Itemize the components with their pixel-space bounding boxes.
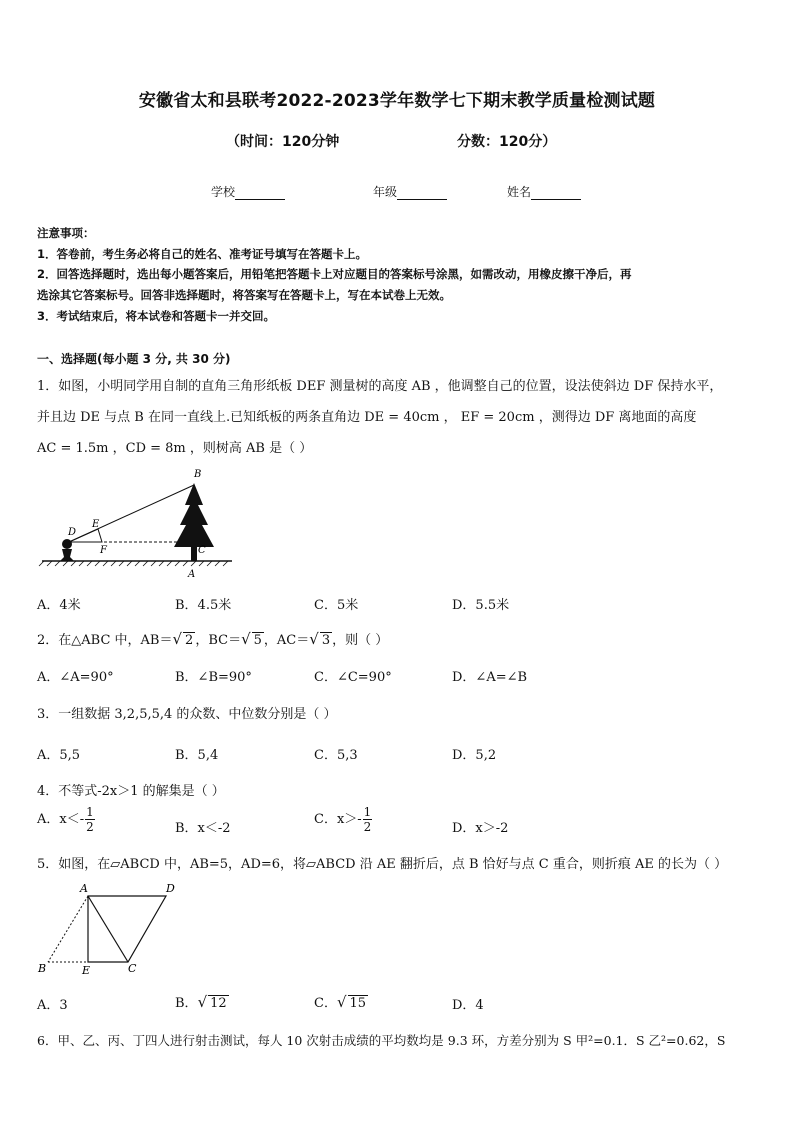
q1-line-1: 1．如图，小明同学用自制的直角三角形纸板 DEF 测量树的高度 AB ，他调整自己的位置，设法使斜边 DF 保持水平，: [37, 379, 723, 394]
q1-tree: [174, 483, 214, 561]
q2-ab-value: 2: [185, 633, 194, 648]
q2-stem-part-c: ，AC＝: [263, 633, 310, 648]
q4-option-c-numerator: 1: [363, 805, 372, 819]
notice-item-2a: 2．回答选择题时，选出每小题答案后，用铅笔把答题卡上对应题目的答案标号涂黑，如需改动，用橡皮擦干净后，再: [37, 267, 632, 281]
q5-figure: [36, 878, 186, 978]
q1-option-c[interactable]: C．5米: [314, 598, 359, 613]
q5-option-b-prefix: B．: [175, 996, 198, 1011]
q1-line-2: 并且边 DE 与点 B 在同一直线上.已知纸板的两条直角边 DE = 40cm ， EF = 20cm ，测得边 DF 离地面的高度: [37, 410, 697, 425]
q1-label-a: A: [188, 569, 196, 580]
q5-option-a[interactable]: A．3: [37, 998, 68, 1013]
q5-option-c[interactable]: [314, 992, 368, 1011]
q1-line-3: AC = 1.5m ，CD = 8m ，则树高 AB 是（ ）: [37, 441, 313, 456]
q5-label-d: D: [166, 882, 175, 895]
q5-option-d[interactable]: D．4: [452, 998, 484, 1013]
exam-time: （时间：120分钟: [226, 134, 340, 150]
name-field: [507, 183, 581, 200]
q4-option-a-prefix: A．x＜-: [37, 812, 85, 827]
q1-option-a[interactable]: A．4米: [37, 598, 81, 613]
q5-line-ac: [88, 896, 128, 962]
school-field: [211, 183, 285, 200]
q4-stem: 4．不等式-2x＞1 的解集是（ ）: [37, 784, 225, 799]
q4-option-a-fraction: [85, 805, 95, 834]
notice-heading: 注意事项：: [37, 226, 95, 240]
q3-option-c[interactable]: C．5,3: [314, 748, 358, 763]
q1-figure: [36, 465, 236, 583]
q3-option-b[interactable]: B．5,4: [175, 748, 219, 763]
q5-option-b[interactable]: [175, 992, 229, 1011]
name-blank[interactable]: [531, 187, 581, 200]
grade-blank[interactable]: [397, 187, 447, 200]
name-label: 姓名: [507, 185, 532, 199]
q4-option-a-denominator: 2: [86, 820, 94, 834]
q2-option-c[interactable]: C．∠C=90°: [314, 670, 392, 685]
q2-ac-value: 3: [321, 633, 331, 648]
notice-item-1: 1．答卷前，考生务必将自己的姓名、准考证号填写在答题卡上。: [37, 247, 367, 261]
q5-shape-aecd: [88, 896, 166, 962]
q5-option-c-value: 15: [349, 996, 367, 1011]
q2-option-b[interactable]: B．∠B=90°: [175, 670, 252, 685]
q5-label-b: B: [38, 962, 47, 975]
q5-label-e: E: [82, 964, 91, 977]
q4-option-c-denominator: 2: [363, 820, 372, 834]
q3-option-a[interactable]: A．5,5: [37, 748, 81, 763]
q2-option-a[interactable]: A．∠A=90°: [37, 670, 114, 685]
q1-label-c: C: [198, 545, 206, 556]
sqrt-icon: √: [172, 630, 183, 648]
grade-field: [373, 183, 447, 200]
q2-stem-part-d: ，则（ ）: [332, 633, 389, 648]
sqrt-icon: √: [241, 630, 251, 648]
school-label: 学校: [211, 185, 236, 199]
q3-stem: 3．一组数据 3,2,5,5,4 的众数、中位数分别是（ ）: [37, 707, 337, 722]
grade-label: 年级: [373, 185, 398, 199]
q2-bc-value: 5: [253, 633, 262, 648]
q4-option-a-numerator: 1: [86, 805, 94, 819]
section-heading: 一、选择题(每小题 3 分, 共 30 分): [37, 352, 231, 366]
sqrt-icon: √: [197, 993, 208, 1011]
q4-option-c-prefix: C．x＞-: [314, 812, 362, 827]
exam-score: 分数：120分）: [457, 134, 557, 150]
q1-option-d[interactable]: D．5.5米: [452, 598, 510, 613]
q4-option-a[interactable]: [37, 805, 96, 834]
q4-option-c[interactable]: [314, 805, 373, 834]
q1-label-f: F: [100, 545, 107, 556]
q6-stem: 6．甲、乙、丙、丁四人进行射击测试，每人 10 次射击成绩的平均数均是 9.3 环，方差分别为 S 甲²=0.1．S 乙²=0.62，S: [37, 1033, 726, 1048]
q5-option-c-prefix: C．: [314, 996, 337, 1011]
q4-option-b[interactable]: B．x＜-2: [175, 821, 231, 836]
page-title: 安徽省太和县联考2022-2023学年数学七下期末教学质量检测试题: [138, 91, 656, 111]
q1-option-b[interactable]: B．4.5米: [175, 598, 232, 613]
q4-option-d[interactable]: D．x＞-2: [452, 821, 509, 836]
q5-label-c: C: [128, 962, 137, 975]
q2-stem-part-a: 2．在△ABC 中，AB＝: [37, 633, 173, 648]
q4-option-c-fraction: [363, 805, 373, 834]
q2-option-d[interactable]: D．∠A=∠B: [452, 670, 528, 685]
sqrt-icon: √: [336, 993, 347, 1011]
sqrt-icon: √: [309, 630, 319, 648]
q5-option-b-value: 12: [210, 996, 227, 1011]
notice-item-3: 3．考试结束后，将本试卷和答题卡一并交回。: [37, 309, 275, 323]
q5-label-a: A: [80, 882, 88, 895]
q5-stem: 5．如图，在▱ABCD 中，AB=5，AD=6，将▱ABCD 沿 AE 翻折后，点 B 恰好与点 C 重合，则折痕 AE 的长为（ ）: [37, 857, 728, 872]
q1-label-b: B: [194, 469, 202, 480]
q5-line-ab: [48, 896, 88, 962]
q3-option-d[interactable]: D．5,2: [452, 748, 497, 763]
school-blank[interactable]: [235, 187, 285, 200]
q1-label-e: E: [92, 519, 100, 530]
q1-label-d: D: [68, 527, 77, 538]
q2-stem-part-b: ，BC＝: [195, 633, 242, 648]
q2-stem: [37, 629, 388, 648]
notice-item-2b: 选涂其它答案标号。回答非选择题时，将答案写在答题卡上，写在本试卷上无效。: [37, 288, 451, 302]
